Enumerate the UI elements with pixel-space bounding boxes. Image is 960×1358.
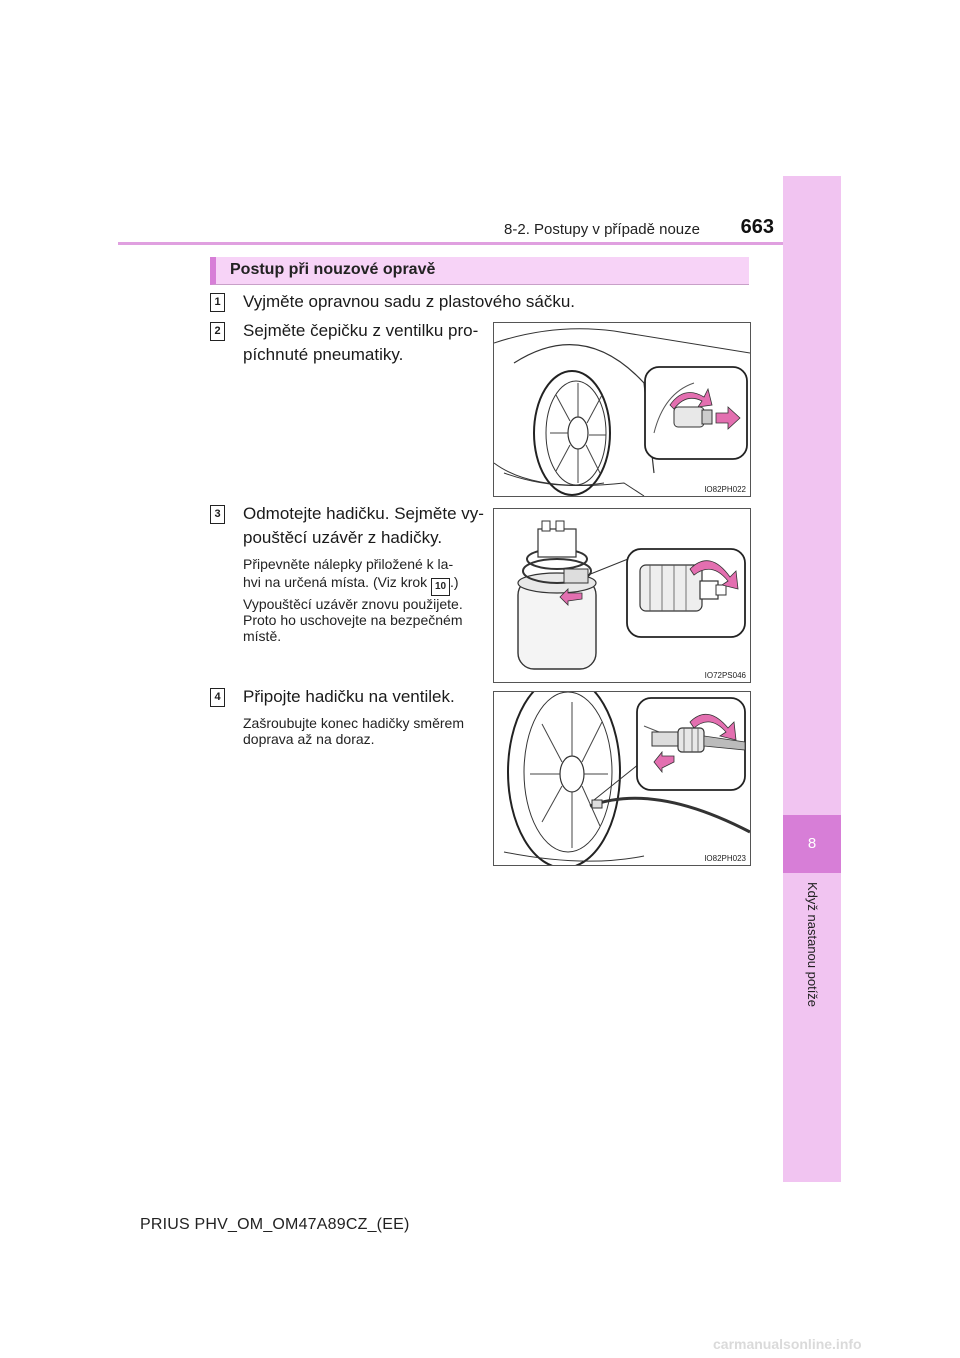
step-3-text-line2: pouštěcí uzávěr z hadičky. <box>243 528 443 547</box>
footer-document-code: PRIUS PHV_OM_OM47A89CZ_(EE) <box>140 1216 410 1233</box>
step-1-text: Vyjměte opravnou sadu z plastového sáčku. <box>243 292 576 311</box>
step-3-note1-line2 <box>243 574 459 596</box>
step-4-text: Připojte hadičku na ventilek. <box>243 687 455 706</box>
valve-cap-drawing <box>494 323 750 496</box>
page-number: 663 <box>740 216 774 238</box>
step-3-text-line1: Odmotejte hadičku. Sejměte vy- <box>243 504 484 523</box>
step-3-note1-end: .) <box>450 574 459 590</box>
illustration-code: IO82PH022 <box>704 485 746 494</box>
step-reference-badge: 10 <box>431 578 450 596</box>
step-2-text-line1: Sejměte čepičku z ventilku pro- <box>243 321 479 340</box>
step-3-note1-text: hvi na určená místa. (Viz krok <box>243 574 428 590</box>
step-2-badge: 2 <box>210 322 225 341</box>
chapter-title: Když nastanou potíže <box>805 882 820 1008</box>
section-heading-bar <box>210 257 749 285</box>
step-4-note-line1: Zašroubujte konec hadičky směrem <box>243 715 464 731</box>
step-2-text-line2: píchnuté pneumatiky. <box>243 345 404 364</box>
step-3-note2-line3: místě. <box>243 628 282 644</box>
hose-cap-drawing <box>494 509 750 682</box>
illustration-hose-cap-removal <box>493 508 751 683</box>
header-rule <box>118 242 783 245</box>
illustration-hose-to-valve <box>493 691 751 866</box>
step-3-badge: 3 <box>210 505 225 524</box>
illustration-code: IO82PH023 <box>704 854 746 863</box>
chapter-number: 8 <box>807 835 817 852</box>
header-section-title: 8-2. Postupy v případě nouze <box>504 221 700 238</box>
step-3-note2-line2: Proto ho uschovejte na bezpečném <box>243 612 463 628</box>
section-title: Postup při nouzové opravě <box>230 261 436 278</box>
illustration-valve-cap-removal <box>493 322 751 497</box>
step-4-badge: 4 <box>210 688 225 707</box>
watermark: carmanualsonline.info <box>713 1336 862 1352</box>
step-3-note2-line1: Vypouštěcí uzávěr znovu použijete. <box>243 596 463 612</box>
step-4-note-line2: doprava až na doraz. <box>243 731 375 747</box>
illustration-code: IO72PS046 <box>704 671 746 680</box>
step-3-note1-line1: Připevněte nálepky přiložené k la- <box>243 556 454 572</box>
hose-valve-drawing <box>494 692 750 865</box>
step-1-badge: 1 <box>210 293 225 312</box>
